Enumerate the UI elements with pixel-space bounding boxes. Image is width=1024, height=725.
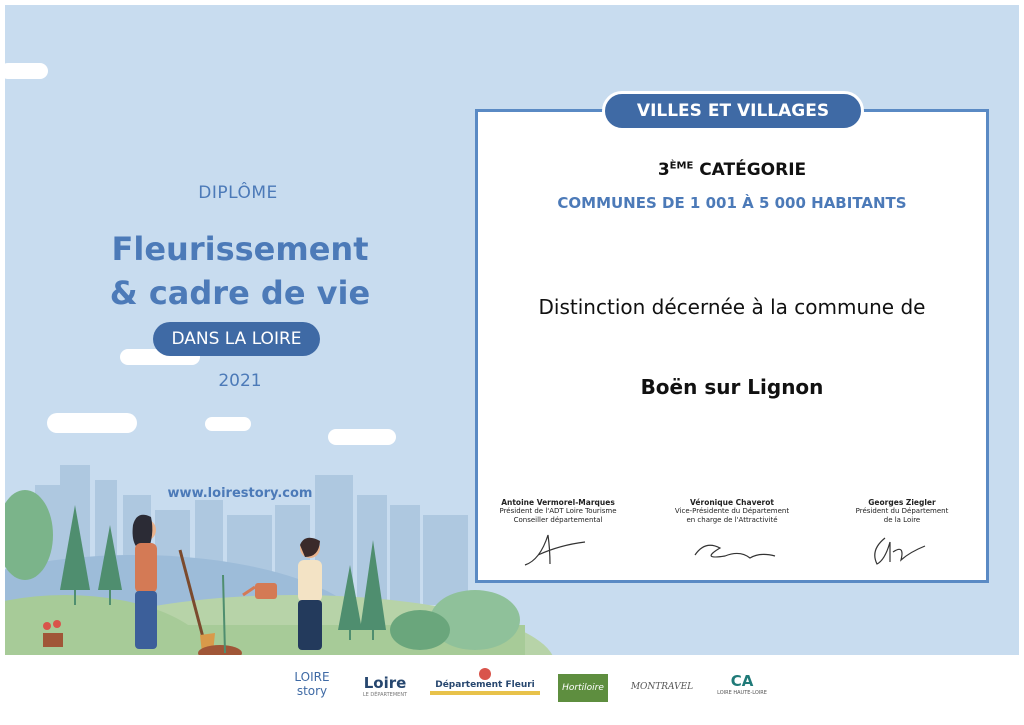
signatory-title: Conseiller départemental [513, 516, 603, 524]
credit-agricole-logo [712, 672, 772, 696]
logo-text: MONTRAVEL [630, 682, 694, 692]
distinction-text: Distinction décernée à la commune de [538, 295, 926, 319]
signatory-3 [827, 498, 977, 525]
signatory-title: de la Loire [883, 516, 921, 524]
year: 2021 [218, 371, 262, 391]
commune-name: Boën sur Lignon [640, 375, 824, 399]
rank-suffix: ÈME [669, 160, 694, 172]
departement-fleuri-logo [430, 668, 540, 695]
title-line-1: Fleurissement [111, 230, 369, 268]
category-rank [475, 160, 989, 180]
cloud [328, 429, 396, 445]
logo-text: LOIRE HAUTE-LOIRE [717, 690, 767, 696]
logo-text: Hortiloire [562, 683, 604, 693]
signature-2 [690, 530, 780, 570]
logo-text: LOIRE [294, 670, 330, 684]
signatory-2 [657, 498, 807, 525]
loire-departement-logo [355, 674, 415, 698]
cloud [205, 417, 251, 431]
logo-text: LE DÉPARTEMENT [362, 692, 408, 698]
signatory-title: Président du Département [855, 507, 949, 515]
signatory-title: Vice-Présidente du Département [674, 507, 790, 515]
signatory-1 [483, 498, 633, 525]
signatory-name: Véronique Chaverot [690, 498, 774, 507]
rank-number: 3 [657, 160, 670, 180]
logo-bar [430, 691, 540, 695]
loire-story-logo [292, 670, 332, 698]
logo-text: CA [730, 672, 754, 690]
diploma-title [60, 227, 420, 315]
cloud [47, 413, 137, 433]
signatory-title: en charge de l'Attractivité [686, 516, 778, 524]
signature-3 [865, 530, 935, 570]
flower-icon [479, 668, 491, 680]
category-tab: VILLES ET VILLAGES [602, 91, 864, 131]
signatory-name: Antoine Vermorel-Marques [501, 498, 615, 507]
website-link[interactable]: www.loirestory.com [167, 486, 313, 501]
diploma-sheet [5, 5, 1019, 655]
hortiloire-logo [558, 674, 608, 702]
rank-word: CATÉGORIE [699, 160, 807, 180]
sponsor-logos [0, 660, 1024, 720]
subcategory: COMMUNES DE 1 001 À 5 000 HABITANTS [557, 194, 907, 212]
signature-1 [520, 530, 590, 570]
signatory-title: Président de l'ADT Loire Tourisme [499, 507, 617, 515]
signatory-name: Georges Ziegler [868, 498, 936, 507]
logo-text: Loire [363, 674, 407, 692]
region-badge: DANS LA LOIRE [153, 322, 320, 356]
diploma-label: DIPLÔME [198, 183, 278, 203]
cloud [5, 63, 48, 79]
montravel-logo [630, 682, 694, 692]
logo-text: story [296, 684, 328, 698]
logo-text: Département Fleuri [435, 680, 535, 690]
title-line-2: & cadre de vie [109, 274, 371, 312]
